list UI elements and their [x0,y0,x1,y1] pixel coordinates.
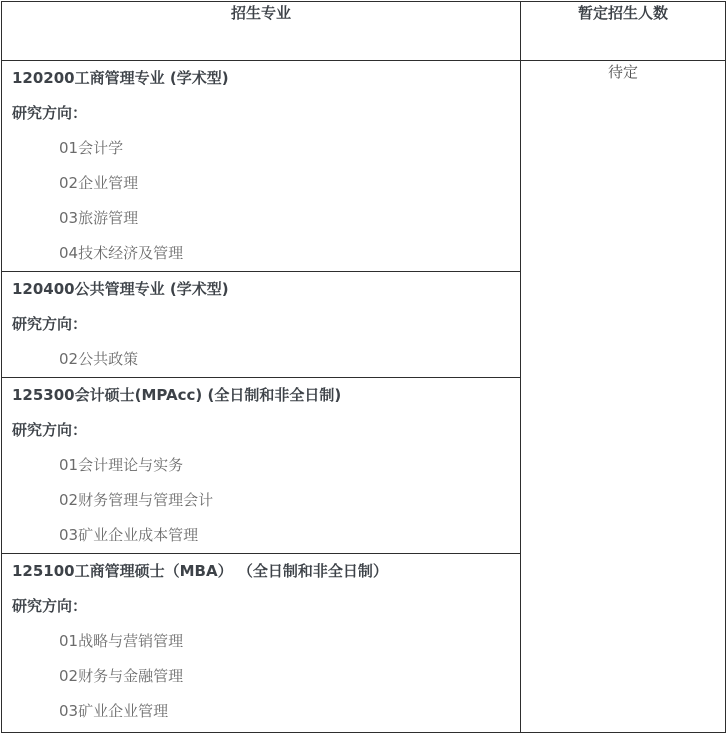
research-direction-item: 02财务与金融管理 [59,667,184,685]
research-direction-item: 02企业管理 [59,174,139,192]
header-row [2,2,726,61]
research-direction-item: 02财务管理与管理会计 [59,491,214,509]
research-direction-item: 04技术经济及管理 [59,244,184,262]
program-section-cell [2,61,521,272]
program-title: 120400公共管理专业 (学术型) [12,280,229,298]
research-direction-item: 01战略与营销管理 [59,632,184,650]
research-direction-label: 研究方向： [12,104,88,122]
column-header-major: 招生专业 [2,2,521,61]
column-header-quota: 暂定招生人数 [521,2,726,61]
program-section-row [2,61,726,272]
program-title: 125100工商管理硕士（MBA） （全日制和非全日制） [12,562,388,580]
research-direction-item: 01会计学 [59,139,124,157]
research-direction-item: 01会计理论与实务 [59,456,184,474]
program-title: 120200工商管理专业 (学术型) [12,69,229,87]
research-direction-label: 研究方向： [12,315,88,333]
program-section-cell [2,378,521,554]
program-section-cell [2,272,521,378]
quota-value: 待定 [607,63,638,81]
enrollment-table [1,1,726,733]
research-direction-label: 研究方向： [12,421,88,439]
research-direction-item: 03矿业企业成本管理 [59,526,199,544]
research-direction-item: 03旅游管理 [59,209,139,227]
research-direction-item: 02公共政策 [59,350,139,368]
research-direction-item: 03矿业企业管理 [59,702,169,720]
research-direction-label: 研究方向： [12,597,88,615]
quota-cell [521,61,726,733]
program-section-cell [2,554,521,733]
program-title: 125300会计硕士(MPAcc) (全日制和非全日制) [12,386,342,404]
